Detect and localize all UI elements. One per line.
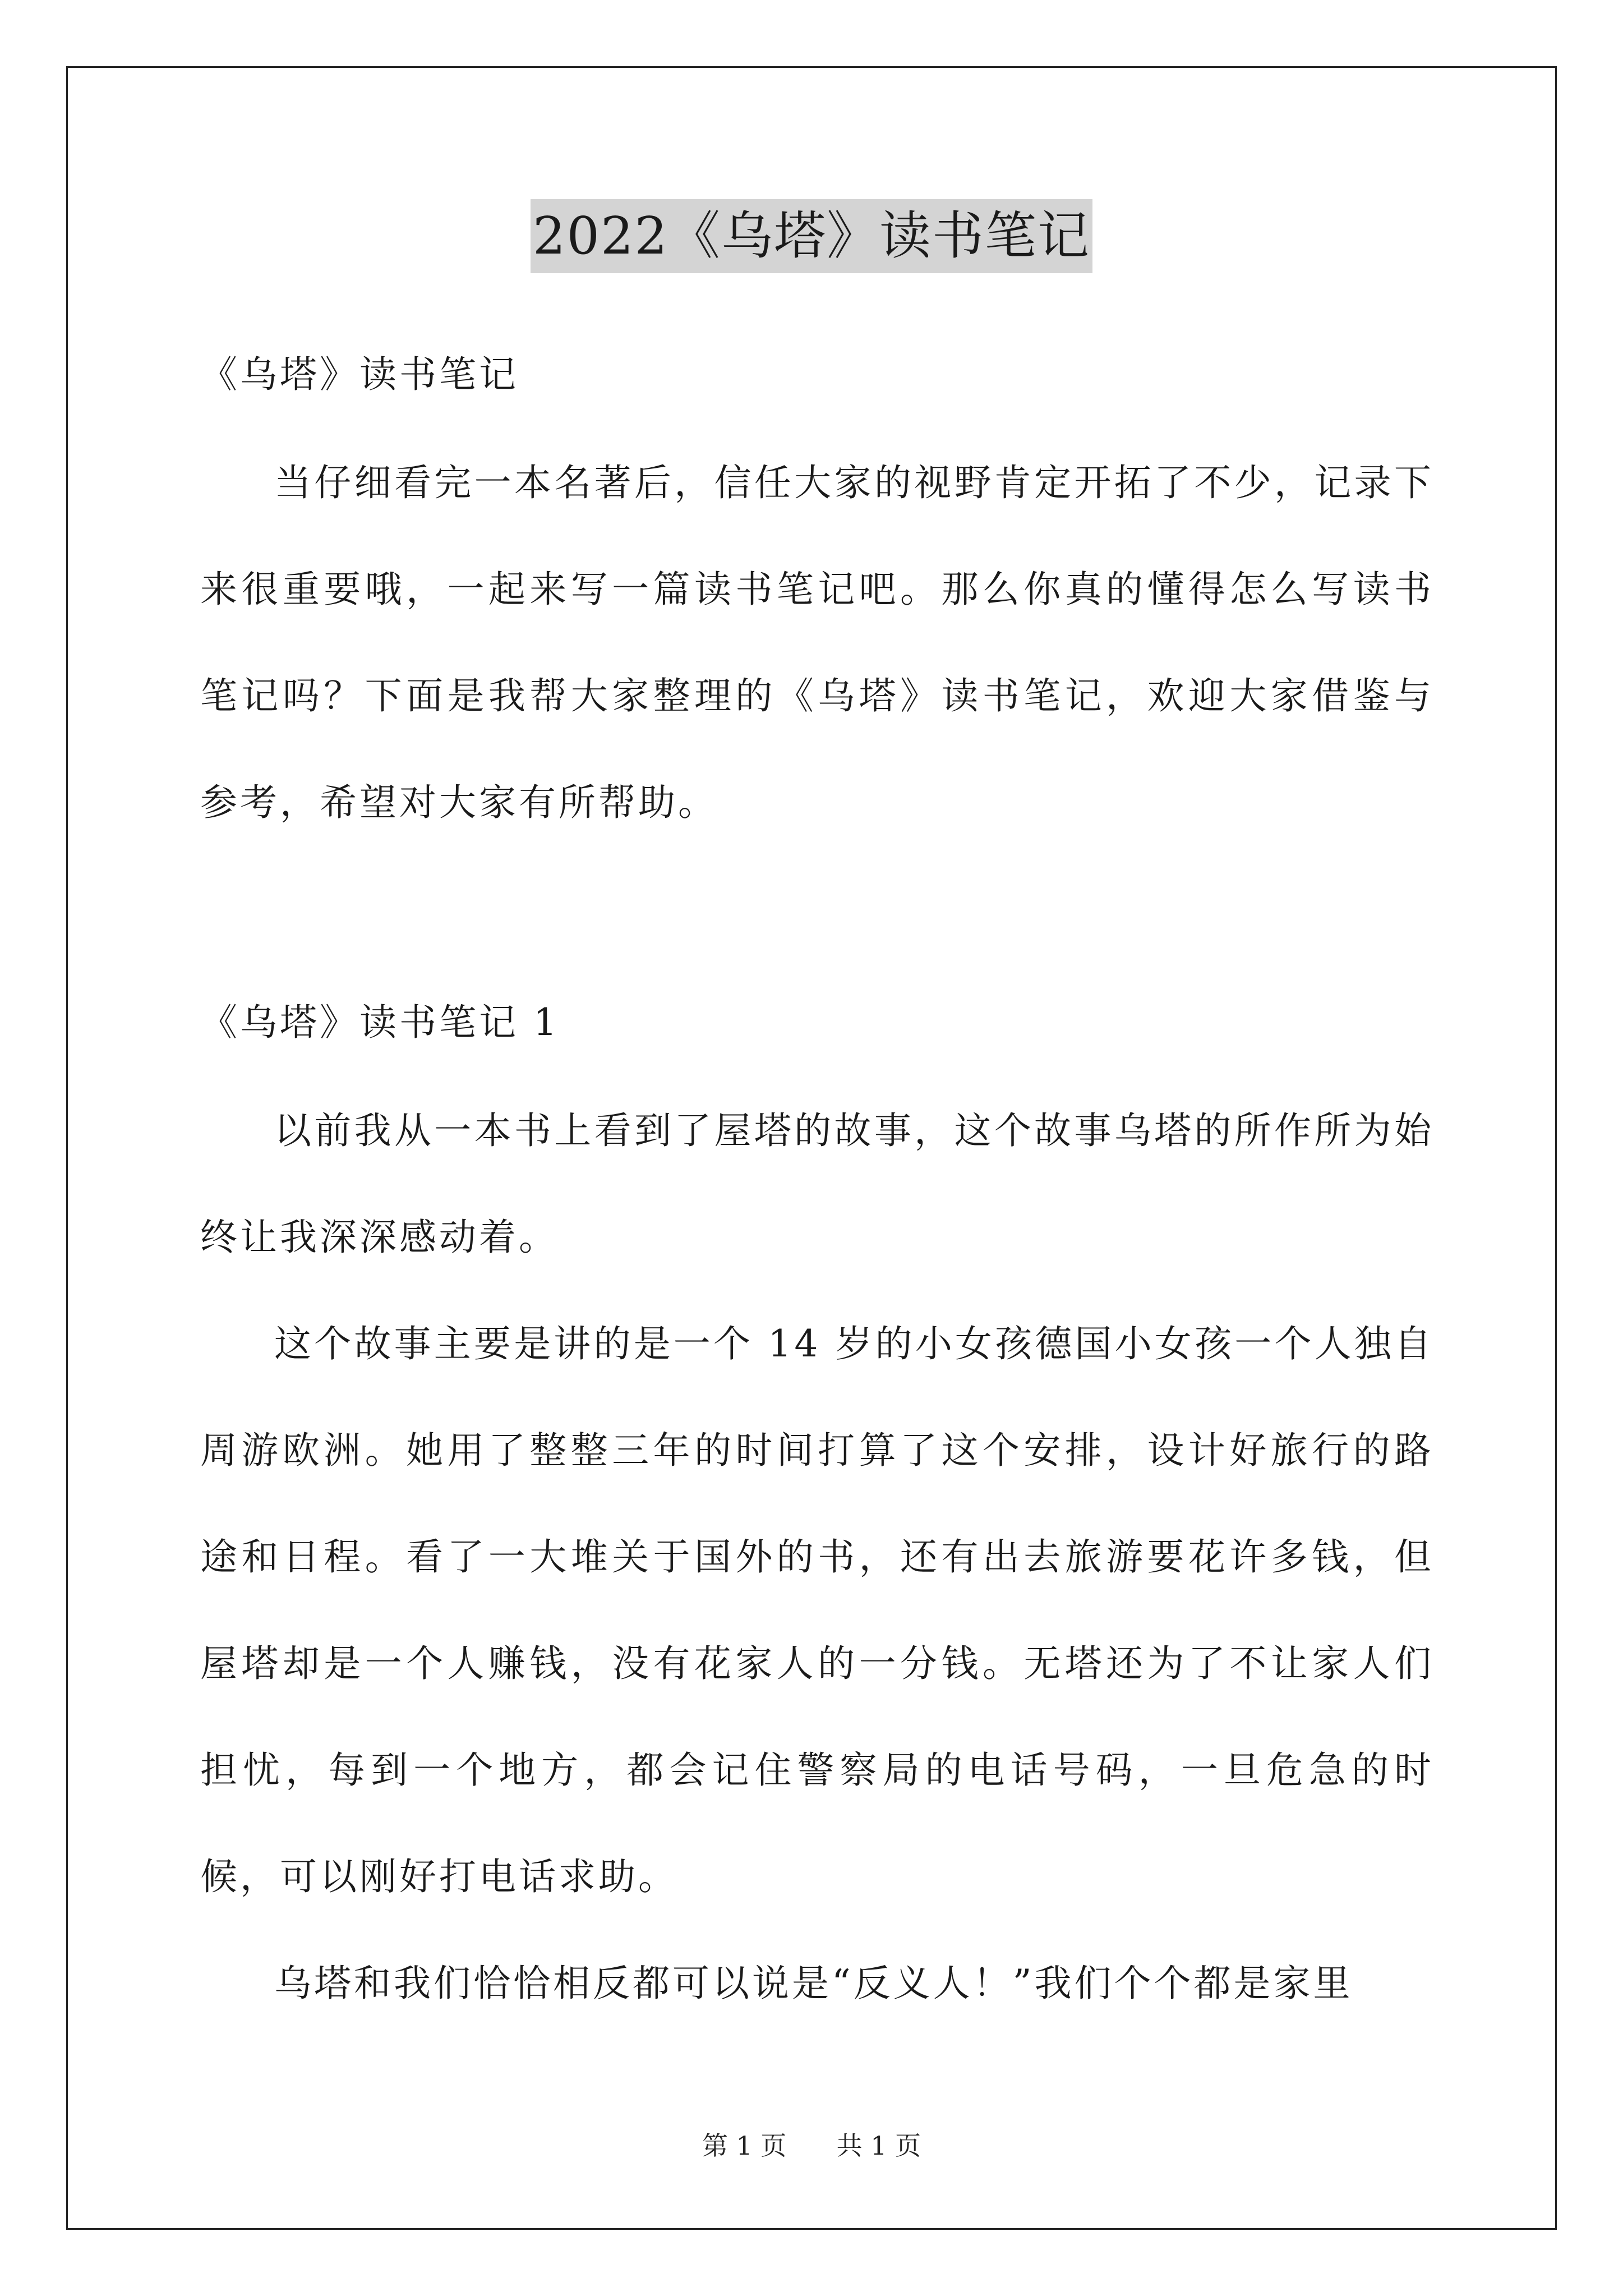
document-title: 2022《乌塔》读书笔记: [531, 199, 1092, 273]
intro-paragraph: 当仔细看完一本名著后，信任大家的视野肯定开拓了不少，记录下来很重要哦，一起来写一篇读书笔记吧。那么你真的懂得怎么写读书笔记吗？下面是我帮大家整理的《乌塔》读书笔记，欢迎大家借鉴与参考，希望对大家有所帮助。: [200, 461, 1434, 824]
section1-paragraph-3: 乌塔和我们恰恰相反都可以说是“反义人！”我们个个都是家里: [274, 1962, 1353, 2005]
page-total: 共 1 页: [836, 2131, 921, 2161]
intro-section: [200, 348, 1434, 856]
section-1: [200, 996, 1434, 2037]
section1-heading: 《乌塔》读书笔记 1: [200, 1001, 560, 1044]
intro-heading: 《乌塔》读书笔记: [200, 353, 519, 396]
section1-paragraph-1: 以前我从一本书上看到了屋塔的故事，这个故事乌塔的所作所为始终让我深深感动着。: [200, 1109, 1434, 1259]
page-current: 第 1 页: [702, 2131, 787, 2161]
page-footer: [0, 2129, 1623, 2162]
section1-paragraph-2: 这个故事主要是讲的是一个 14 岁的小女孩德国小女孩一个人独自周游欧洲。她用了整整三年的时间打算了这个安排，设计好旅行的路途和日程。看了一大堆关于国外的书，还有出去旅游要花许多钱，但屋塔却是一个人赚钱，没有花家人的一分钱。无塔还为了不让家人们担忧，每到一个地方，都会记住警察局的电话号码，一旦危急的时候，可以刚好打电话求助。: [200, 1322, 1434, 1898]
title-container: [0, 199, 1623, 273]
